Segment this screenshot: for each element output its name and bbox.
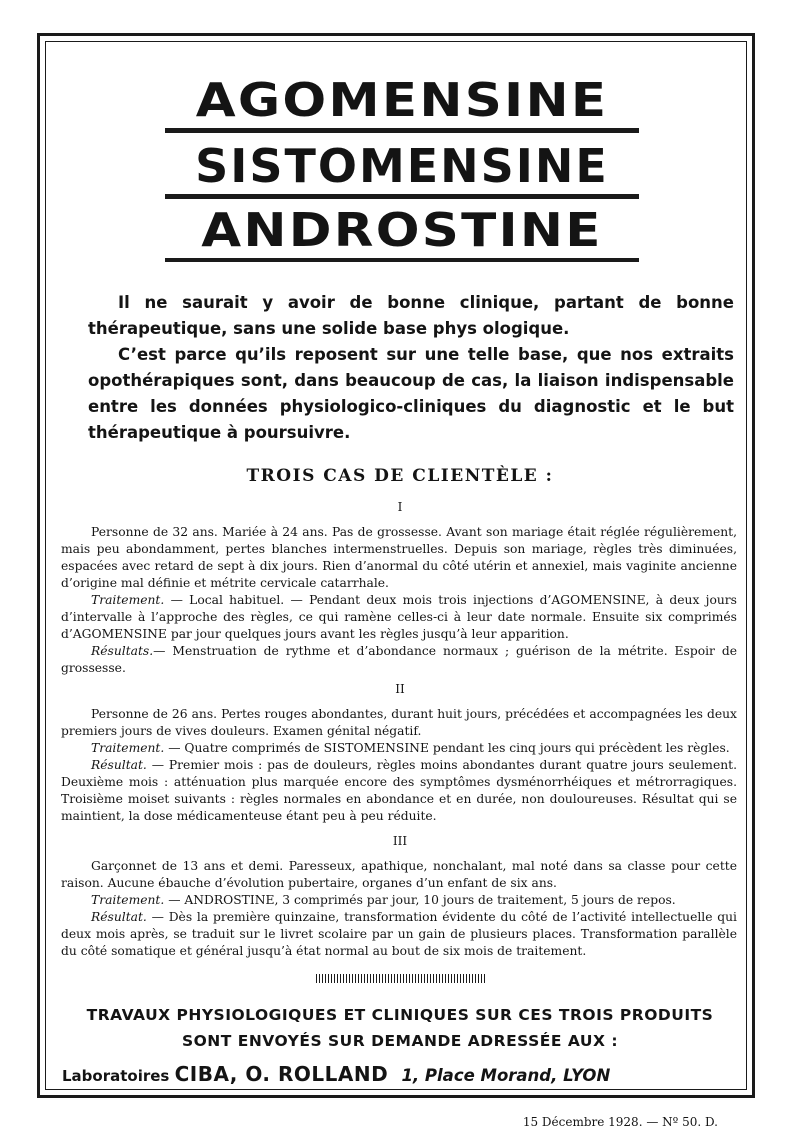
cases-heading: TROIS CAS DE CLIENTÈLE : xyxy=(246,466,554,486)
lab-prefix: Laboratoires xyxy=(62,1067,175,1085)
product-title-androstine: ANDROSTINE xyxy=(201,203,603,257)
case-description: Personne de 26 ans. Pertes rouges abondantes, durant huit jours, précédées et accompagnées les deux premiers jours de vives douleurs. Examen génital négatif. xyxy=(61,707,737,738)
case-result xyxy=(61,757,737,825)
case-result xyxy=(61,643,737,677)
result-label: Résultat. xyxy=(91,910,147,924)
treatment-label: Traitement. xyxy=(91,593,165,607)
case-description: Personne de 32 ans. Mariée à 24 ans. Pas de grossesse. Avant son mariage était réglée régulièrement, mais peu abondamment, pertes blanches intermenstruelles. Depuis son mariage, règles très diminuées, espacées avec retard de sept à dix jours. Rien d’anormal du côté utérin et annexiel, mais vaginite ancienne d’origine mal définie et métrite cervicale catarrhale. xyxy=(61,525,737,590)
case-treatment xyxy=(61,892,737,909)
lab-address: 1, Place Morand, LYON xyxy=(401,1066,611,1085)
product-title-sistomensine: SISTOMENSINE xyxy=(195,139,609,193)
lab-name: CIBA, O. ROLLAND xyxy=(174,1062,389,1086)
title-rule xyxy=(165,194,639,199)
result-text: — Menstruation de rythme et d’abondance normaux ; guérison de la métrite. Espoir de grossesse. xyxy=(61,644,737,675)
treatment-label: Traitement. xyxy=(91,893,165,907)
case-result xyxy=(61,909,737,960)
laboratory-line xyxy=(62,1062,742,1086)
product-title-agomensine: AGOMENSINE xyxy=(195,73,609,127)
result-label: Résultat. xyxy=(91,758,147,772)
treatment-text: — Local habituel. — Pendant deux mois trois injections d’AGOMENSINE, à deux jours d’intervalle à l’approche des règles, ce qui ramène celles-ci à leur date normale. Ensuite six comprimés d’AGOMENSINE par jour quelques jours avant les règles jusqu’à leur apparition. xyxy=(61,593,737,641)
title-rule xyxy=(165,128,639,133)
title-rule xyxy=(165,258,639,262)
case-treatment xyxy=(61,592,737,643)
treatment-text: — ANDROSTINE, 3 comprimés par jour, 10 jours de traitement, 5 jours de repos. xyxy=(164,893,676,907)
treatment-text: — Quatre comprimés de SISTOMENSINE pendant les cinq jours qui précèdent les règles. xyxy=(164,741,730,755)
intro-paragraph: Il ne saurait y avoir de bonne clinique, partant de bonne thérapeutique, sans une solide base phys ologique. xyxy=(88,293,734,338)
result-text: — Dès la première quinzaine, transformation évidente du côté de l’activité intellectuelle qui deux mois après, se traduit sur le livret scolaire par un gain de plusieurs places. Transformation parallèle du côté somatique et général jusqu’à état normal au bout de six mois de traitement. xyxy=(61,910,737,958)
intro-text xyxy=(88,290,734,446)
case-2 xyxy=(61,706,737,825)
case-1 xyxy=(61,524,737,677)
case-3 xyxy=(61,858,737,960)
intro-paragraph: C’est parce qu’ils reposent sur une telle base, que nos extraits opothérapiques sont, dans beaucoup de cas, la liaison indispensable entre les données physiologico-cliniques du diagnostic et le but thérapeutique à poursuivre. xyxy=(88,345,734,442)
case-numeral: II xyxy=(395,682,405,696)
case-description: Garçonnet de 13 ans et demi. Paresseux, apathique, nonchalant, mal noté dans sa classe pour cette raison. Aucune ébauche d’évolution pubertaire, organes d’un enfant de six ans. xyxy=(61,859,737,890)
case-numeral: III xyxy=(392,834,408,848)
decorative-ornament xyxy=(316,974,486,983)
result-text: — Premier mois : pas de douleurs, règles moins abondantes durant quatre jours seulement. Deuxième mois : atténuation plus marquée encore des symptômes dysménorrhéiques et métrorragiques. Troisième moiset suivants : règles normales en abondance et en durée, non douloureuses. Résultat qui se maintient, la dose médicamenteuse étant peu à peu réduite. xyxy=(61,758,737,823)
case-numeral: I xyxy=(397,500,403,514)
treatment-label: Traitement. xyxy=(91,741,165,755)
issue-dateline: 15 Décembre 1928. — Nº 50. D. xyxy=(522,1115,718,1129)
footer-line-1: TRAVAUX PHYSIOLOGIQUES ET CLINIQUES SUR CES TROIS PRODUITS xyxy=(86,1006,714,1024)
footer-line-2: SONT ENVOYÉS SUR DEMANDE ADRESSÉE AUX : xyxy=(181,1032,619,1050)
result-label: Résultats. xyxy=(91,644,154,658)
case-treatment xyxy=(61,740,737,757)
